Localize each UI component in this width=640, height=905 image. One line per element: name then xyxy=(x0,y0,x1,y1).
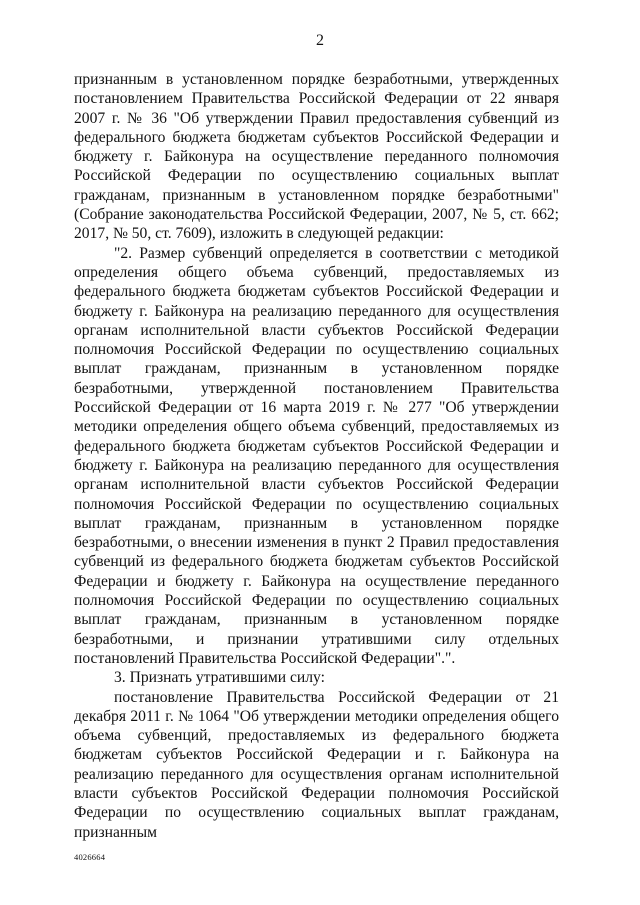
document-code: 4026664 xyxy=(74,852,106,862)
page-number: 2 xyxy=(316,32,324,49)
paragraph-item-2-text: "2. Размер субвенций определяется в соответствии с методикой определения общего объема субвенций, предоставляемых из федерального бюджета бюджетам субъектов Российской Федерации и бюджету г. Байконура на реализацию переданного для осуществления органам исполнительной власти субъектов Российской Федерации полномочия Российской Федерации по осуществлению социальных выплат гражданам, признанным в установленном порядке безработными, утвержденной постановлением Правительства Российской Федерации от 16 марта 2019 г. № 277 "Об утверждении методики определения общего объема субвенций, предоставляемых из федерального бюджета бюджетам субъектов Российской Федерации и бюджету г. Байконура на реализацию переданного для осуществления органам исполнительной власти субъектов Российской Федерации полномочия Российской Федерации по осуществлению социальных выплат гражданам, признанным в установленном порядке безработными, о внесении изменения в пункт 2 Правил предоставления субвенций из федерального бюджета бюджетам субъектов Российской Федерации и бюджету г. Байконура на осуществление переданного полномочия Российской Федерации по осуществлению социальных выплат гражданам, признанным в установленном порядке безработными, и признании утратившими силу отдельных постановлений Правительства Российской Федерации".". xyxy=(74,244,559,667)
document-body xyxy=(74,70,559,842)
paragraph-continuation: признанным в установленном порядке безработными, утвержденных постановлением Правительства Российской Федерации от 22 января 2007 г. № 36 "Об утверждении Правил предоставления субвенций из федерального бюджета бюджетам субъектов Российской Федерации и бюджету г. Байконура на осуществление переданного полномочия Российской Федерации по осуществлению социальных выплат гражданам, признанным в установленном порядке безработными" (Собрание законодательства Российской Федерации, 2007, № 5, ст. 662; 2017, № 50, ст. 7609), изложить в следующей редакции: xyxy=(74,71,559,243)
paragraph-repealed-act: постановление Правительства Российской Федерации от 21 декабря 2011 г. № 1064 "Об утверждении методики определения общего объема субвенций, предоставляемых из федерального бюджета бюджетам субъектов Российской Федерации и г. Байконура на реализацию переданного для осуществления органам исполнительной власти субъектов Российской Федерации полномочия Российской Федерации по осуществлению социальных выплат гражданам, признанным xyxy=(74,688,559,841)
paragraph-item-3-heading: 3. Признать утратившими силу: xyxy=(114,669,325,687)
